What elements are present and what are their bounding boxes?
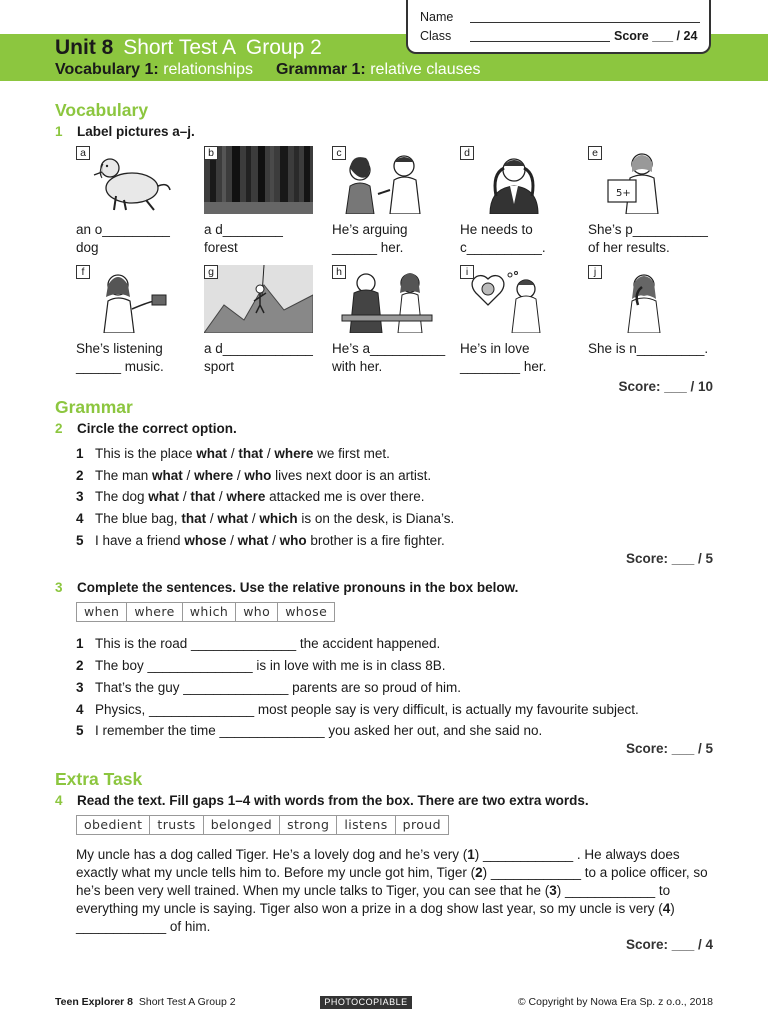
test-label: Short Test A [123, 36, 237, 59]
caption-line: She’s listening [76, 341, 163, 356]
word-option: trusts [150, 816, 203, 834]
task-number: 3 [55, 580, 63, 595]
task-text: Read the text. Fill gaps 1–4 with words from the box. There are two extra words. [77, 793, 589, 808]
forest-illustration [204, 146, 313, 214]
option-word[interactable]: where [226, 489, 266, 504]
task-number: 1 [55, 124, 63, 139]
picture-g [204, 265, 313, 333]
picture-letter: d [460, 146, 474, 160]
caption-i [460, 340, 546, 376]
option-word[interactable]: what [196, 446, 228, 461]
copyright: © Copyright by Nowa Era Sp. z o.o., 2018 [517, 996, 713, 1008]
item-number: 3 [76, 489, 84, 504]
task-number: 2 [55, 421, 63, 436]
picture-letter: f [76, 265, 90, 279]
caption-line: ________ her. [460, 359, 547, 374]
stressed-man-illustration [460, 146, 569, 214]
rock-climber-illustration [204, 265, 313, 333]
dog-illustration [76, 146, 185, 214]
gap-number: 2 [475, 865, 483, 880]
footer-series [55, 996, 236, 1008]
caption-line: He’s arguing [332, 222, 408, 237]
grammar-heading: Grammar [55, 397, 133, 417]
footer-info: Short Test A Group 2 [138, 996, 236, 1008]
picture-letter: b [204, 146, 218, 160]
item-text: This is the place [95, 446, 197, 461]
vocabulary-score: Score: ___ / 10 [618, 379, 713, 394]
item-number: 5 [76, 533, 84, 548]
word-option: belonged [204, 816, 280, 834]
name-field[interactable] [470, 22, 700, 23]
item-number: 4 [76, 702, 84, 717]
word-option: listens [337, 816, 395, 834]
girl-listening-music-illustration [76, 265, 185, 333]
item-text: is on the desk, is Diana’s. [297, 511, 455, 526]
caption-h [332, 340, 445, 376]
option-word[interactable]: that [181, 511, 207, 526]
item-text: attacked me is over there. [265, 489, 425, 504]
reading-text [76, 846, 716, 936]
item-text: I have a friend [95, 533, 185, 548]
picture-letter: c [332, 146, 346, 160]
text-segment[interactable]: ) ____________ of him. [76, 901, 675, 934]
caption-line: He’s in love [460, 341, 530, 356]
item-text[interactable]: That’s the guy ______________ parents are so proud of him. [95, 680, 462, 695]
caption-d [460, 221, 546, 257]
list-item: 3 The dog what / that / where attacked me is over there. [76, 489, 425, 504]
item-text[interactable]: Physics, ______________ most people say is very difficult, is actually my favourite subject. [95, 702, 639, 717]
caption-line: an o_________ [76, 222, 170, 237]
caption-line: She is n_________. [588, 341, 709, 356]
option-word[interactable]: where [194, 468, 234, 483]
list-item: 4 The blue bag, that / what / which is on the desk, is Diana’s. [76, 511, 455, 526]
picture-b [204, 146, 313, 214]
task-1-instruction [55, 124, 195, 139]
proud-girl-illustration [588, 146, 697, 214]
word-option: when [77, 603, 127, 621]
caption-line: He needs to [460, 222, 533, 237]
word-option: strong [280, 816, 337, 834]
unit-label: Unit 8 [55, 36, 114, 59]
caption-j [588, 340, 708, 358]
extra-word-box [76, 815, 449, 835]
option-word[interactable]: what [148, 489, 180, 504]
caption-b [204, 221, 283, 257]
caption-line: He’s a__________ [332, 341, 446, 356]
caption-line: c__________. [460, 240, 546, 255]
option-word[interactable]: what [152, 468, 183, 483]
list-item: 5 I have a friend whose / what / who brother is a fire fighter. [76, 533, 445, 548]
word-option: obedient [77, 816, 150, 834]
item-text: lives next door is an artist. [271, 468, 432, 483]
list-item: 2 The man what / where / who lives next door is an artist. [76, 468, 432, 483]
option-word[interactable]: what [217, 511, 249, 526]
caption-a [76, 221, 170, 257]
task-text: Label pictures a–j. [77, 124, 195, 139]
vocab-topic: relationships [163, 61, 254, 78]
total-score: Score ___ / 24 [614, 29, 698, 43]
grammar-topic: relative clauses [370, 61, 481, 78]
item-number: 2 [76, 658, 84, 673]
item-number: 1 [76, 636, 84, 651]
item-text: The blue bag, [95, 511, 182, 526]
couple-at-desk-illustration [332, 265, 441, 333]
task-text: Complete the sentences. Use the relative pronouns in the box below. [77, 580, 519, 595]
caption-line: a d____________ [204, 341, 313, 356]
option-word[interactable]: who [244, 468, 272, 483]
caption-line: sport [204, 359, 235, 374]
nervous-girl-illustration [588, 265, 697, 333]
picture-f [76, 265, 185, 333]
task-text: Circle the correct option. [77, 421, 237, 436]
caption-line: She’s p__________ [588, 222, 708, 237]
item-number: 4 [76, 511, 84, 526]
list-item [76, 723, 542, 738]
gap-number: 4 [662, 901, 671, 916]
page-title [55, 36, 322, 60]
group-label: Group 2 [245, 36, 322, 59]
text-segment: My uncle has a dog called Tiger. He’s a lovely dog and he’s very ( [76, 847, 468, 862]
task-2-instruction [55, 421, 237, 436]
boy-in-love-illustration [460, 265, 569, 333]
option-word[interactable]: which [259, 511, 298, 526]
class-label: Class [420, 29, 452, 43]
picture-h [332, 265, 441, 333]
word-option: which [183, 603, 236, 621]
vocab-label: Vocabulary 1: [55, 61, 159, 78]
list-item: 1 This is the place what / that / where we first met. [76, 446, 390, 461]
gap-number: 3 [549, 883, 557, 898]
list-item [76, 658, 445, 673]
series-name: Teen Explorer 8 [55, 996, 134, 1008]
picture-letter: i [460, 265, 474, 279]
item-text: The man [95, 468, 153, 483]
option-word[interactable]: that [238, 446, 264, 461]
extra-task-heading: Extra Task [55, 769, 143, 789]
picture-c [332, 146, 441, 214]
task-2-score: Score: ___ / 5 [625, 551, 713, 566]
gap-number: 1 [467, 847, 475, 862]
arguing-couple-illustration [332, 146, 441, 214]
photocopiable-badge: PHOTOCOPIABLE [320, 996, 412, 1009]
picture-letter: e [588, 146, 602, 160]
item-text: brother is a fire fighter. [306, 533, 445, 548]
item-number: 2 [76, 468, 84, 483]
svg-text:5+: 5+ [616, 188, 631, 199]
grammar-label: Grammar 1: [275, 61, 366, 78]
picture-d [460, 146, 569, 214]
item-text: The dog [95, 489, 149, 504]
task-number: 4 [55, 793, 63, 808]
word-option: whose [285, 604, 328, 619]
item-text: we first met. [313, 446, 390, 461]
picture-j [588, 265, 697, 333]
item-text[interactable]: The boy ______________ is in love with me is in class 8B. [95, 658, 446, 673]
pronoun-word-box [76, 602, 335, 622]
caption-line: ______ her. [332, 240, 404, 255]
picture-letter: h [332, 265, 346, 279]
item-number: 1 [76, 446, 84, 461]
list-item [76, 636, 440, 651]
text-segment[interactable]: ) ____________ to a police officer, so he’s been very well trained. When my uncle talks to Tiger, you can see that he ( [76, 865, 708, 898]
vocabulary-heading: Vocabulary [55, 100, 149, 120]
caption-line: with her. [332, 359, 383, 374]
option-word[interactable]: what [237, 533, 269, 548]
word-option: where [127, 603, 182, 621]
caption-line: ______ music. [76, 359, 164, 374]
caption-line: forest [204, 240, 238, 255]
option-word[interactable]: who [279, 533, 307, 548]
caption-c [332, 221, 408, 257]
picture-e [588, 146, 697, 214]
caption-f [76, 340, 164, 376]
task-3-score: Score: ___ / 5 [625, 741, 713, 756]
option-word[interactable]: that [190, 489, 216, 504]
name-class-box [406, 0, 711, 54]
task-4-score: Score: ___ / 4 [625, 937, 713, 952]
caption-line: dog [76, 240, 99, 255]
picture-i [460, 265, 569, 333]
list-item [76, 702, 639, 717]
name-label: Name [420, 10, 454, 24]
task-3-instruction [55, 580, 518, 595]
item-text[interactable]: I remember the time ______________ you asked her out, and she said no. [95, 723, 543, 738]
word-option: who [236, 603, 278, 621]
task-4-instruction [55, 793, 589, 808]
option-word[interactable]: where [274, 446, 314, 461]
page-subtitle [55, 61, 481, 79]
caption-g [204, 340, 313, 376]
class-field[interactable] [470, 41, 610, 42]
item-text[interactable]: This is the road ______________ the accident happened. [95, 636, 441, 651]
picture-letter: g [204, 265, 218, 279]
option-word[interactable]: whose [184, 533, 227, 548]
caption-line: of her results. [588, 240, 670, 255]
list-item [76, 680, 461, 695]
picture-letter: a [76, 146, 90, 160]
caption-line: a d________ [204, 222, 283, 237]
text-segment[interactable]: ) ____________ to everything my uncle is saying. Tiger also won a prize in a dog show last year, so my uncle is very ( [76, 883, 671, 916]
caption-e [588, 221, 708, 257]
item-number: 5 [76, 723, 84, 738]
picture-letter: j [588, 265, 602, 279]
picture-a [76, 146, 185, 214]
word-option: proud [402, 817, 441, 832]
item-number: 3 [76, 680, 84, 695]
text-segment[interactable]: ) ____________ . He always does exactly what my uncle tells him to. Before my uncle got him, Tiger ( [76, 847, 680, 880]
